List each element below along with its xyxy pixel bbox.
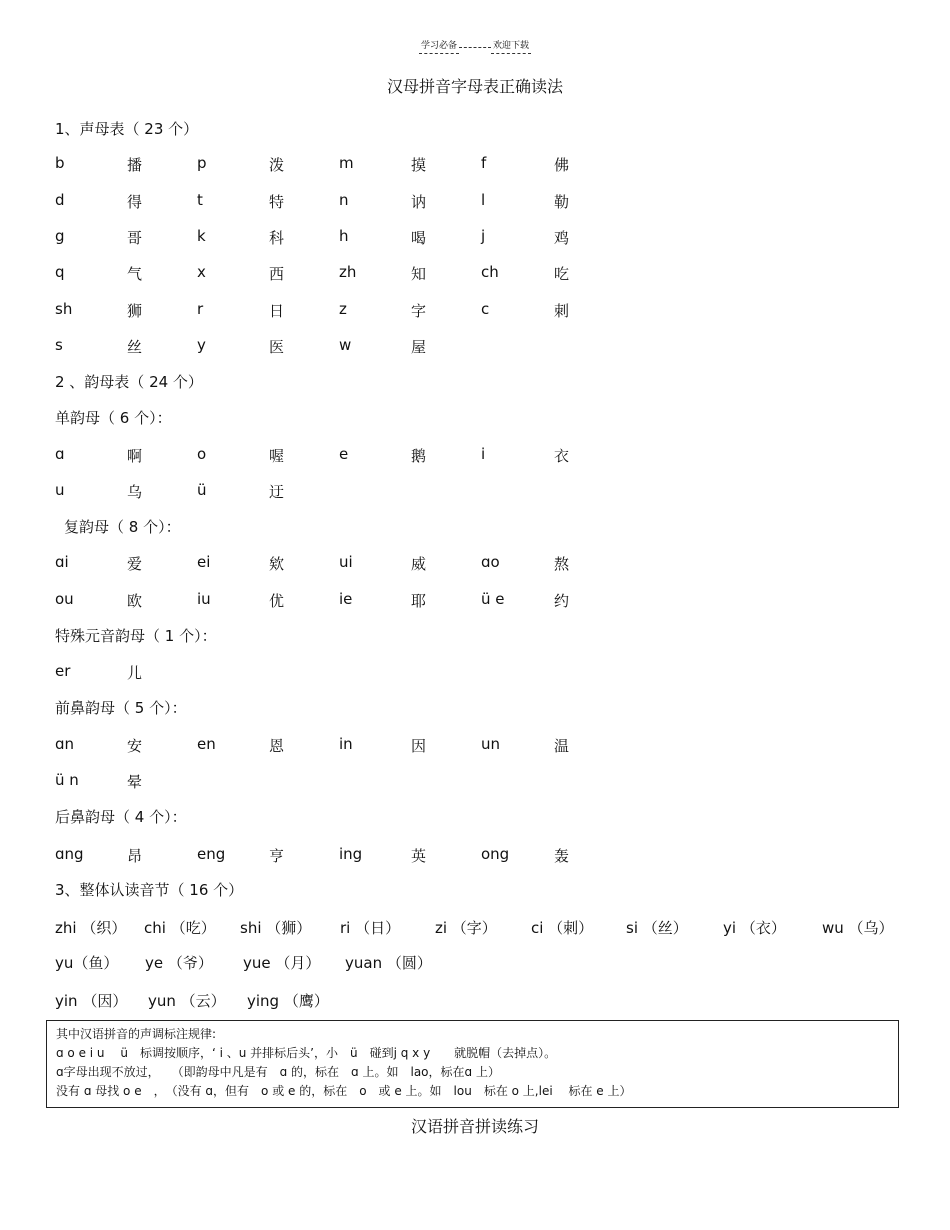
reading-char: 昂 — [127, 847, 143, 865]
reading-char: 欧 — [127, 592, 143, 610]
reading-char: 轰 — [554, 847, 570, 865]
pinyin-letter: t — [197, 191, 203, 209]
syllable-item: chi （吃） — [144, 919, 216, 937]
pinyin-letter: d — [55, 191, 65, 209]
reading-char: 威 — [411, 555, 427, 573]
syllable-item: yun （云） — [148, 992, 226, 1010]
reading-char: 勒 — [554, 193, 570, 211]
syllable-item: ri （日） — [340, 919, 401, 937]
page-header — [0, 38, 950, 54]
pinyin-letter: f — [481, 154, 487, 172]
pinyin-letter: k — [197, 227, 206, 245]
reading-char: 熬 — [554, 555, 570, 573]
pinyin-letter: ie — [339, 590, 353, 608]
page-title: 汉母拼音字母表正确读法 — [386, 77, 563, 96]
pinyin-letter: er — [55, 662, 71, 680]
reading-char: 约 — [554, 592, 570, 610]
footer-title: 汉语拼音拼读练习 — [410, 1117, 539, 1136]
syllable-item: wu （乌） — [822, 919, 894, 937]
pinyin-letter: ui — [339, 553, 353, 571]
reading-char: 吃 — [554, 265, 570, 283]
dan-heading: 单韵母（ 6 个）： — [55, 409, 172, 427]
reading-char: 啊 — [127, 447, 143, 465]
syllable-item: ye （爷） — [145, 954, 213, 972]
reading-char: 英 — [411, 847, 427, 865]
pinyin-letter: p — [197, 154, 207, 172]
reading-char: 哥 — [127, 229, 143, 247]
reading-char: 鹅 — [411, 447, 427, 465]
rule-line: ɑ字母出现不放过， （即韵母中凡是有 ɑ 的，标在 ɑ 上。如 lao，标在ɑ 上） — [56, 1065, 500, 1079]
syllable-item: yi （衣） — [723, 919, 786, 937]
reading-char: 喝 — [411, 229, 427, 247]
pinyin-letter: q — [55, 263, 65, 281]
reading-char: 字 — [411, 302, 427, 320]
reading-char: 讷 — [411, 193, 427, 211]
pinyin-letter: x — [197, 263, 206, 281]
reading-char: 特 — [269, 193, 285, 211]
pinyin-letter: ou — [55, 590, 74, 608]
pinyin-letter: ei — [197, 553, 211, 571]
pinyin-letter: ong — [481, 845, 510, 863]
reading-char: 播 — [127, 156, 143, 174]
pinyin-letter: e — [339, 445, 349, 463]
reading-char: 喔 — [269, 447, 285, 465]
pinyin-letter: ü e — [481, 590, 505, 608]
qian-heading: 前鼻韵母（ 5 个）： — [55, 699, 187, 717]
pinyin-letter: m — [339, 154, 354, 172]
pinyin-letter: zh — [339, 263, 357, 281]
syllable-item: zi （字） — [435, 919, 497, 937]
pinyin-letter: ü — [197, 481, 207, 499]
pinyin-letter: ɑo — [481, 553, 500, 571]
reading-char: 刺 — [554, 302, 570, 320]
pinyin-letter: c — [481, 300, 490, 318]
fu-heading: 复韵母（ 8 个）： — [64, 518, 181, 536]
pinyin-letter: w — [339, 336, 352, 354]
syllable-item: zhi （织） — [55, 919, 127, 937]
pinyin-letter: ɑ — [55, 445, 65, 463]
reading-char: 恩 — [269, 737, 285, 755]
pinyin-letter: ü n — [55, 771, 79, 789]
reading-char: 摸 — [411, 156, 427, 174]
pinyin-letter: n — [339, 191, 349, 209]
reading-char: 泼 — [269, 156, 285, 174]
reading-char: 丝 — [127, 338, 143, 356]
reading-char: 佛 — [554, 156, 570, 174]
pinyin-letter: in — [339, 735, 353, 753]
hou-heading: 后鼻韵母（ 4 个）： — [55, 808, 187, 826]
reading-char: 乌 — [127, 483, 143, 501]
pinyin-letter: z — [339, 300, 347, 318]
syllable-item: ying （鹰） — [247, 992, 329, 1010]
reading-char: 医 — [269, 338, 285, 356]
reading-char: 优 — [269, 592, 285, 610]
teshu-heading: 特殊元音韵母（ 1 个）： — [55, 627, 217, 645]
section2-heading: 2 、韵母表（ 24 个） — [55, 373, 203, 391]
pinyin-letter: ɑng — [55, 845, 84, 863]
reading-char: 爱 — [127, 555, 143, 573]
pinyin-letter: un — [481, 735, 501, 753]
pinyin-letter: o — [197, 445, 207, 463]
pinyin-letter: l — [481, 191, 486, 209]
pinyin-letter: ɑi — [55, 553, 69, 571]
header-left: 学习必备 — [419, 38, 459, 54]
pinyin-letter: ɑn — [55, 735, 75, 753]
pinyin-letter: u — [55, 481, 65, 499]
syllable-item: si （丝） — [626, 919, 688, 937]
pinyin-letter: sh — [55, 300, 73, 318]
pinyin-letter: iu — [197, 590, 211, 608]
reading-char: 科 — [269, 229, 285, 247]
section1-heading: 1、声母表（ 23 个） — [55, 120, 199, 138]
reading-char: 亨 — [269, 847, 285, 865]
pinyin-letter: s — [55, 336, 63, 354]
syllable-item: shi （狮） — [240, 919, 312, 937]
rule-line: 没有 ɑ 母找 o e ， （没有 ɑ，但有 o 或 e 的，标在 o 或 e 上。如 lou 标在 o 上,lei 标在 e 上） — [56, 1084, 632, 1098]
section3-heading: 3、整体认读音节（ 16 个） — [55, 881, 244, 899]
reading-char: 得 — [127, 193, 143, 211]
pinyin-letter: i — [481, 445, 486, 463]
pinyin-letter: b — [55, 154, 65, 172]
pinyin-letter: en — [197, 735, 216, 753]
reading-char: 衣 — [554, 447, 570, 465]
pinyin-letter: r — [197, 300, 204, 318]
reading-char: 西 — [269, 265, 285, 283]
pinyin-letter: eng — [197, 845, 226, 863]
reading-char: 安 — [127, 737, 143, 755]
pinyin-letter: ch — [481, 263, 499, 281]
reading-char: 知 — [411, 265, 427, 283]
reading-char: 晕 — [127, 773, 143, 791]
rule-line: ɑ o e i u ü 标调按顺序，‘ i 、u 并排标后头’，小 ü 碰到j q x y 就脱帽（去掉点）。 — [56, 1046, 557, 1060]
reading-char: 气 — [127, 265, 143, 283]
reading-char: 屋 — [411, 338, 427, 356]
tone-rules-box — [46, 1020, 899, 1108]
pinyin-letter: y — [197, 336, 206, 354]
reading-char: 儿 — [127, 664, 143, 682]
rule-line: 其中汉语拼音的声调标注规律: — [56, 1027, 217, 1041]
reading-char: 鸡 — [554, 229, 570, 247]
syllable-item: ci （刺） — [531, 919, 594, 937]
reading-char: 温 — [554, 737, 570, 755]
reading-char: 迂 — [269, 483, 285, 501]
syllable-item: yuan （圆） — [345, 954, 432, 972]
reading-char: 欸 — [269, 555, 285, 573]
syllable-item: yue （月） — [243, 954, 321, 972]
reading-char: 狮 — [127, 302, 143, 320]
reading-char: 因 — [411, 737, 427, 755]
pinyin-letter: g — [55, 227, 65, 245]
reading-char: 日 — [269, 302, 285, 320]
header-right: 欢迎下载 — [491, 38, 531, 54]
pinyin-letter: h — [339, 227, 349, 245]
pinyin-letter: j — [481, 227, 486, 245]
syllable-item: yin （因） — [55, 992, 128, 1010]
reading-char: 耶 — [411, 592, 427, 610]
pinyin-letter: ing — [339, 845, 363, 863]
syllable-item: yu（鱼） — [55, 954, 119, 972]
